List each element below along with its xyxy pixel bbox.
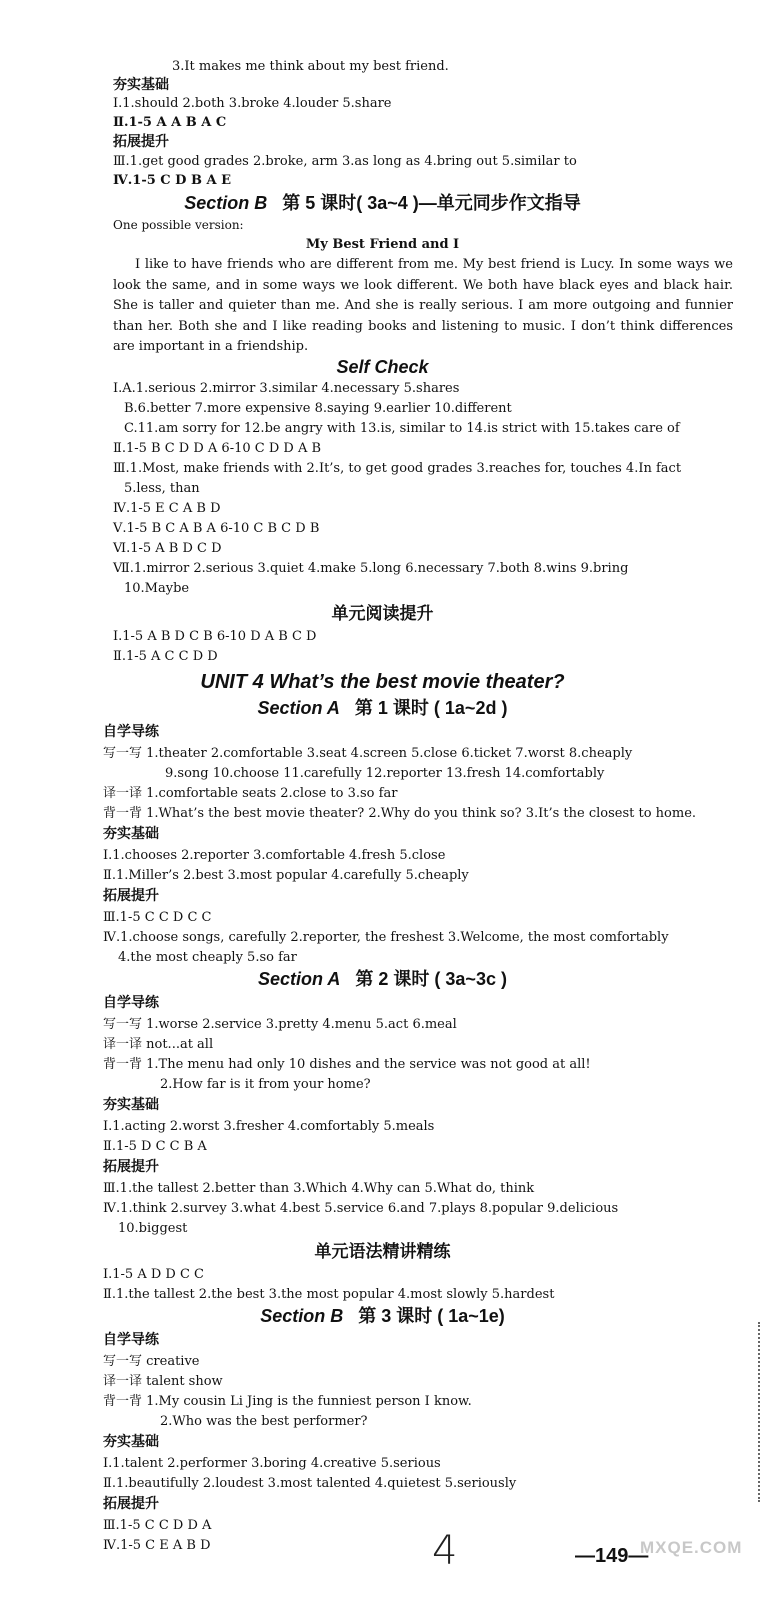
text-line: 写一写 1.worse 2.service 3.pretty 4.menu 5.act 6.meal — [103, 1017, 457, 1032]
text-line: Ⅲ.1.get good grades 2.broke, arm 3.as long as 4.bring out 5.similar to — [113, 154, 577, 169]
text-line: 10.Maybe — [124, 581, 190, 596]
section-heading: 单元语法精讲精练 — [314, 1242, 451, 1261]
text-line: Ⅵ.1-5 A B D C D — [113, 541, 222, 556]
text-line: Ⅰ.1-5 A B D C B 6-10 D A B C D — [113, 629, 317, 644]
text-line: 5.less, than — [124, 481, 200, 496]
text-line: Ⅱ.1-5 A A B A C — [113, 115, 227, 130]
text-line: Ⅰ.1-5 A D D C C — [103, 1267, 204, 1282]
margin-divider — [758, 1322, 760, 1502]
subheading: 夯实基础 — [103, 1434, 159, 1450]
text-line: 4.the most cheaply 5.so far — [118, 950, 297, 965]
text-line: 9.song 10.choose 11.carefully 12.reporter 13.fresh 14.comfortably — [165, 766, 605, 781]
section-label: Section B — [184, 193, 268, 213]
text-line: Ⅲ.1-5 C C D D A — [103, 1518, 212, 1533]
subheading: 自学导练 — [103, 995, 159, 1011]
text-line: Ⅴ.1-5 B C A B A 6-10 C B C D B — [113, 521, 320, 536]
subheading: 拓展提升 — [103, 1496, 159, 1512]
text-line: Ⅳ.1-5 C E A B D — [103, 1538, 211, 1553]
text-line: Ⅳ.1.think 2.survey 3.what 4.best 5.service 6.and 7.plays 8.popular 9.delicious — [103, 1201, 619, 1216]
text-line: Ⅰ.A.1.serious 2.mirror 3.similar 4.necessary 5.shares — [113, 381, 460, 396]
text-line: Ⅳ.1.choose songs, carefully 2.reporter, the freshest 3.Welcome, the most comfortably — [103, 930, 669, 945]
text-line: B.6.better 7.more expensive 8.saying 9.earlier 10.different — [124, 401, 512, 416]
subheading: 拓展提升 — [113, 134, 169, 150]
text-line: 译一译 1.comfortable seats 2.close to 3.so far — [103, 786, 398, 801]
text-line: C.11.am sorry for 12.be angry with 13.is, similar to 14.is strict with 15.takes care of — [124, 421, 680, 436]
section-heading — [0, 967, 765, 991]
text-line: 背一背 1.The menu had only 10 dishes and the service was not good at all! — [103, 1057, 591, 1072]
subheading: 自学导练 — [103, 1332, 159, 1348]
text-line: 背一背 1.My cousin Li Jing is the funniest person I know. — [103, 1394, 472, 1409]
text-line: Ⅲ.1.Most, make friends with 2.It’s, to get good grades 3.reaches for, touches 4.In fact — [113, 461, 682, 476]
section-lesson: 第 1 课时 ( 1a~2d ) — [354, 698, 508, 718]
text-line: Ⅰ.1.should 2.both 3.broke 4.louder 5.share — [113, 96, 392, 111]
section-heading: 单元阅读提升 — [331, 604, 434, 623]
self-check-heading: Self Check — [336, 357, 429, 377]
watermark: MXQE.COM — [640, 1538, 743, 1557]
text-line: 译一译 not...at all — [103, 1037, 214, 1052]
text-line: One possible version: — [113, 218, 244, 232]
text-line: Ⅶ.1.mirror 2.serious 3.quiet 4.make 5.long 6.necessary 7.both 8.wins 9.bring — [113, 561, 629, 576]
section-heading — [0, 1304, 765, 1328]
text-line: Ⅱ.1.beautifully 2.loudest 3.most talented 4.quietest 5.seriously — [103, 1476, 517, 1491]
text-line: 译一译 talent show — [103, 1374, 223, 1389]
subheading: 夯实基础 — [103, 826, 159, 842]
text-line: 背一背 1.What’s the best movie theater? 2.Why do you think so? 3.It’s the closest to home. — [103, 806, 697, 821]
section-heading — [0, 191, 765, 215]
section-lesson: 第 3 课时 ( 1a~1e) — [358, 1306, 505, 1326]
section-lesson: 第 2 课时 ( 3a~3c ) — [355, 969, 507, 989]
text-line: Ⅱ.1.the tallest 2.the best 3.the most popular 4.most slowly 5.hardest — [103, 1287, 555, 1302]
text-line: 2.Who was the best performer? — [160, 1414, 368, 1429]
text-line: Ⅱ.1-5 D C C B A — [103, 1139, 207, 1154]
text-line: Ⅰ.1.talent 2.performer 3.boring 4.creative 5.serious — [103, 1456, 441, 1471]
text-line: Ⅳ.1-5 C D B A E — [113, 173, 231, 188]
text-line: Ⅰ.1.chooses 2.reporter 3.comfortable 4.fresh 5.close — [103, 848, 446, 863]
text-line: 3.It makes me think about my best friend. — [172, 59, 449, 74]
subheading: 自学导练 — [103, 724, 159, 740]
handwritten-mark: 4 — [432, 1528, 458, 1574]
section-lesson: 第 5 课时( 3a~4 )—单元同步作文指导 — [282, 193, 581, 213]
subheading: 拓展提升 — [103, 1159, 159, 1175]
text-line: Ⅱ.1.Miller’s 2.best 3.most popular 4.carefully 5.cheaply — [103, 868, 469, 883]
text-line: 写一写 creative — [103, 1354, 200, 1369]
essay-title: My Best Friend and I — [305, 237, 460, 252]
section-label: Section A — [257, 698, 340, 718]
subheading: 拓展提升 — [103, 888, 159, 904]
text-line: Ⅲ.1-5 C C D C C — [103, 910, 212, 925]
subheading: 夯实基础 — [103, 1097, 159, 1113]
text-line: Ⅱ.1-5 B C D D A 6-10 C D D A B — [113, 441, 322, 456]
essay-body: I like to have friends who are different from me. My best friend is Lucy. In some ways we look the same, and in some ways we look different. We both have black eyes and black hair. She is taller and quieter than me. And she is really serious. I am more outgoing and funnier than her. Both she and I like reading books and listening to music. I don’t think differences are important in a friendship. — [113, 257, 733, 354]
subheading: 夯实基础 — [113, 77, 169, 93]
text-line: 10.biggest — [118, 1221, 188, 1236]
text-line: Ⅱ.1-5 A C C D D — [113, 649, 218, 664]
unit-title: UNIT 4 What’s the best movie theater? — [200, 671, 565, 693]
page-number: —149— — [575, 1545, 649, 1567]
text-line: Ⅰ.1.acting 2.worst 3.fresher 4.comfortably 5.meals — [103, 1119, 435, 1134]
section-label: Section B — [260, 1306, 344, 1326]
text-line: 写一写 1.theater 2.comfortable 3.seat 4.screen 5.close 6.ticket 7.worst 8.cheaply — [103, 746, 633, 761]
section-label: Section A — [258, 969, 341, 989]
text-line: 2.How far is it from your home? — [160, 1077, 371, 1092]
text-line: Ⅲ.1.the tallest 2.better than 3.Which 4.Why can 5.What do, think — [103, 1181, 535, 1196]
section-heading — [0, 696, 765, 720]
text-line: Ⅳ.1-5 E C A B D — [113, 501, 221, 516]
